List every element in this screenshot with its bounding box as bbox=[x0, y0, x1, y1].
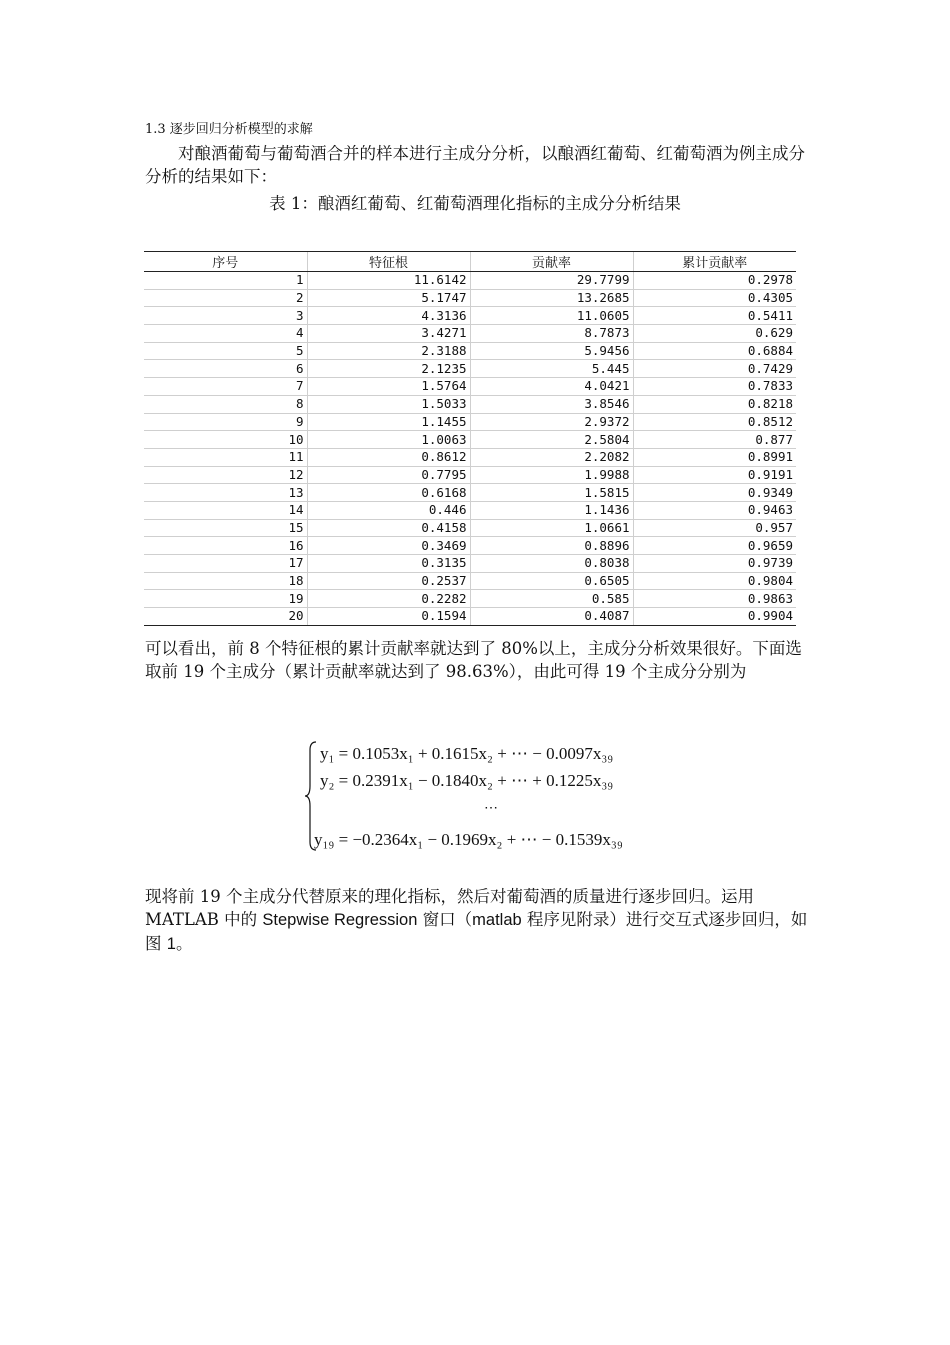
table-row bbox=[144, 484, 796, 502]
cell-contribution: 1.5815 bbox=[470, 484, 633, 502]
cell-eigenvalue: 0.2537 bbox=[307, 572, 470, 590]
cell-cumulative: 0.9904 bbox=[633, 608, 796, 626]
column-header-index: 序号 bbox=[144, 252, 307, 272]
cell-cumulative: 0.2978 bbox=[633, 272, 796, 290]
cell-cumulative: 0.6884 bbox=[633, 342, 796, 360]
analysis-paragraph: 可以看出，前 8 个特征根的累计贡献率就达到了 80%以上，主成分分析效果很好。下面选取前 19 个主成分（累计贡献率就达到了 98.63%），由此可得 19 个主成分分别为 bbox=[145, 639, 802, 681]
table-header-row bbox=[144, 252, 796, 272]
cell-contribution: 3.8546 bbox=[470, 395, 633, 413]
cell-index: 18 bbox=[144, 572, 307, 590]
cell-contribution: 29.7799 bbox=[470, 272, 633, 290]
table-row bbox=[144, 590, 796, 608]
cell-cumulative: 0.8991 bbox=[633, 448, 796, 466]
column-header-cumulative: 累计贡献率 bbox=[633, 252, 796, 272]
cell-contribution: 1.9988 bbox=[470, 466, 633, 484]
cell-contribution: 2.2082 bbox=[470, 448, 633, 466]
cell-index: 6 bbox=[144, 360, 307, 378]
matlab-term: matlab bbox=[472, 911, 522, 929]
equation-y19: y₁₉ = −0.2364x₁ − 0.1969x₂ + ⋯ − 0.1539x₃₉ bbox=[314, 830, 623, 849]
cell-cumulative: 0.877 bbox=[633, 431, 796, 449]
cell-cumulative: 0.5411 bbox=[633, 307, 796, 325]
cell-cumulative: 0.8512 bbox=[633, 413, 796, 431]
cell-index: 16 bbox=[144, 537, 307, 555]
table-row bbox=[144, 395, 796, 413]
cell-eigenvalue: 0.3135 bbox=[307, 555, 470, 573]
cell-index: 13 bbox=[144, 484, 307, 502]
intro-paragraph: 对酿酒葡萄与葡萄酒合并的样本进行主成分分析，以酿酒红葡萄、红葡萄酒为例主成分分析的结果如下： bbox=[145, 144, 805, 186]
cell-index: 17 bbox=[144, 555, 307, 573]
cell-index: 12 bbox=[144, 466, 307, 484]
cell-cumulative: 0.4305 bbox=[633, 289, 796, 307]
cell-eigenvalue: 0.446 bbox=[307, 501, 470, 519]
cell-eigenvalue: 0.8612 bbox=[307, 448, 470, 466]
table-row bbox=[144, 572, 796, 590]
cell-cumulative: 0.9349 bbox=[633, 484, 796, 502]
cell-contribution: 5.9456 bbox=[470, 342, 633, 360]
table-row bbox=[144, 431, 796, 449]
cell-index: 2 bbox=[144, 289, 307, 307]
cell-contribution: 2.9372 bbox=[470, 413, 633, 431]
cell-index: 14 bbox=[144, 501, 307, 519]
cell-cumulative: 0.7833 bbox=[633, 378, 796, 396]
conclusion-text-1: 现将前 19 个主成分代替原来的理化指标，然后对葡萄酒的质量进行逐步回归。运用 MATLAB 中的 bbox=[145, 887, 754, 929]
cell-eigenvalue: 0.6168 bbox=[307, 484, 470, 502]
cell-eigenvalue: 5.1747 bbox=[307, 289, 470, 307]
section-heading: 1.3 逐步回归分析模型的求解 bbox=[145, 122, 313, 137]
cell-contribution: 5.445 bbox=[470, 360, 633, 378]
conclusion-text-2: 窗口（ bbox=[417, 910, 473, 929]
cell-cumulative: 0.9863 bbox=[633, 590, 796, 608]
cell-index: 19 bbox=[144, 590, 307, 608]
cell-index: 3 bbox=[144, 307, 307, 325]
equation-y2: y₂ = 0.2391x₁ − 0.1840x₂ + ⋯ + 0.1225x₃₉ bbox=[320, 771, 614, 790]
equation-y1: y₁ = 0.1053x₁ + 0.1615x₂ + ⋯ − 0.0097x₃₉ bbox=[320, 744, 614, 763]
table-row bbox=[144, 555, 796, 573]
table-row bbox=[144, 608, 796, 626]
equation-ellipsis: ⋯ bbox=[484, 801, 498, 816]
equation-system bbox=[304, 740, 704, 852]
cell-eigenvalue: 4.3136 bbox=[307, 307, 470, 325]
table-row bbox=[144, 325, 796, 343]
cell-cumulative: 0.9191 bbox=[633, 466, 796, 484]
table-row bbox=[144, 360, 796, 378]
table-row bbox=[144, 537, 796, 555]
table-row bbox=[144, 272, 796, 290]
cell-cumulative: 0.9463 bbox=[633, 501, 796, 519]
pca-results-table bbox=[144, 251, 796, 626]
stepwise-regression-term: Stepwise Regression bbox=[262, 911, 418, 929]
table-row bbox=[144, 519, 796, 537]
cell-eigenvalue: 1.5033 bbox=[307, 395, 470, 413]
table-row bbox=[144, 466, 796, 484]
cell-cumulative: 0.8218 bbox=[633, 395, 796, 413]
column-header-eigenvalue: 特征根 bbox=[307, 252, 470, 272]
cell-contribution: 0.8038 bbox=[470, 555, 633, 573]
cell-eigenvalue: 1.1455 bbox=[307, 413, 470, 431]
cell-eigenvalue: 11.6142 bbox=[307, 272, 470, 290]
conclusion-paragraph bbox=[145, 885, 811, 956]
cell-eigenvalue: 2.3188 bbox=[307, 342, 470, 360]
cell-index: 15 bbox=[144, 519, 307, 537]
cell-contribution: 2.5804 bbox=[470, 431, 633, 449]
cell-contribution: 1.1436 bbox=[470, 501, 633, 519]
cell-eigenvalue: 0.3469 bbox=[307, 537, 470, 555]
conclusion-text-4: 。 bbox=[175, 934, 193, 953]
table-row bbox=[144, 448, 796, 466]
table-row bbox=[144, 413, 796, 431]
cell-eigenvalue: 0.1594 bbox=[307, 608, 470, 626]
cell-contribution: 4.0421 bbox=[470, 378, 633, 396]
cell-cumulative: 0.9804 bbox=[633, 572, 796, 590]
cell-contribution: 13.2685 bbox=[470, 289, 633, 307]
cell-eigenvalue: 1.5764 bbox=[307, 378, 470, 396]
cell-eigenvalue: 0.7795 bbox=[307, 466, 470, 484]
cell-cumulative: 0.7429 bbox=[633, 360, 796, 378]
cell-index: 10 bbox=[144, 431, 307, 449]
cell-contribution: 1.0661 bbox=[470, 519, 633, 537]
cell-index: 5 bbox=[144, 342, 307, 360]
cell-eigenvalue: 1.0063 bbox=[307, 431, 470, 449]
figure-number: 1 bbox=[166, 935, 176, 953]
cell-cumulative: 0.629 bbox=[633, 325, 796, 343]
cell-cumulative: 0.9659 bbox=[633, 537, 796, 555]
table-row bbox=[144, 501, 796, 519]
table-row bbox=[144, 307, 796, 325]
cell-contribution: 8.7873 bbox=[470, 325, 633, 343]
cell-contribution: 0.6505 bbox=[470, 572, 633, 590]
cell-eigenvalue: 0.2282 bbox=[307, 590, 470, 608]
cell-eigenvalue: 0.4158 bbox=[307, 519, 470, 537]
cell-contribution: 11.0605 bbox=[470, 307, 633, 325]
cell-index: 7 bbox=[144, 378, 307, 396]
table-row bbox=[144, 342, 796, 360]
cell-index: 20 bbox=[144, 608, 307, 626]
cell-eigenvalue: 2.1235 bbox=[307, 360, 470, 378]
cell-cumulative: 0.957 bbox=[633, 519, 796, 537]
cell-cumulative: 0.9739 bbox=[633, 555, 796, 573]
table-row bbox=[144, 289, 796, 307]
cell-index: 8 bbox=[144, 395, 307, 413]
cell-index: 9 bbox=[144, 413, 307, 431]
cell-contribution: 0.585 bbox=[470, 590, 633, 608]
cell-contribution: 0.8896 bbox=[470, 537, 633, 555]
table-row bbox=[144, 378, 796, 396]
cell-index: 1 bbox=[144, 272, 307, 290]
cell-eigenvalue: 3.4271 bbox=[307, 325, 470, 343]
cell-index: 11 bbox=[144, 448, 307, 466]
cell-contribution: 0.4087 bbox=[470, 608, 633, 626]
conclusion-text-3: 程序见附录）进行交互式逐步回归，如图 bbox=[145, 910, 808, 953]
table-caption: 表 1：酿酒红葡萄、红葡萄酒理化指标的主成分分析结果 bbox=[269, 194, 681, 213]
column-header-contribution: 贡献率 bbox=[470, 252, 633, 272]
cell-index: 4 bbox=[144, 325, 307, 343]
